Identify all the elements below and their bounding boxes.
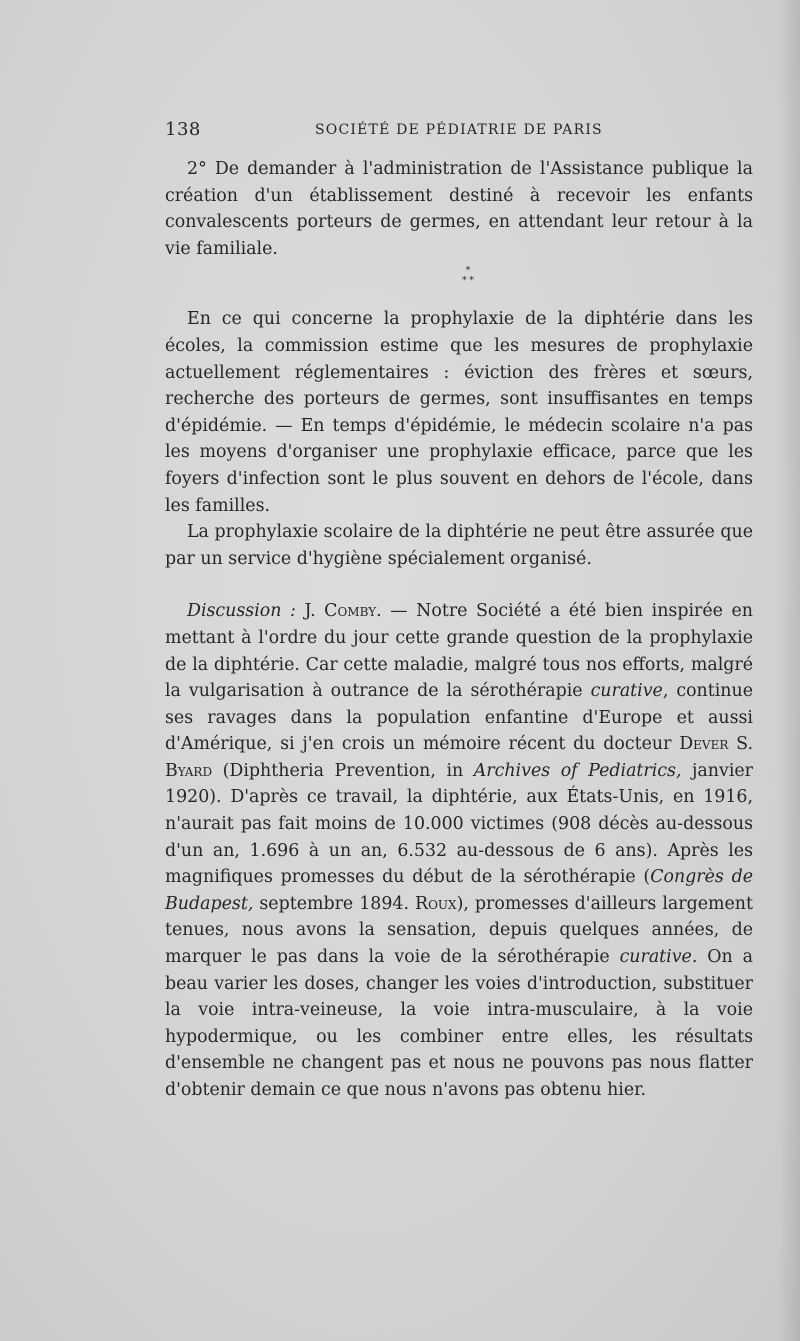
page-number: 138 xyxy=(165,119,201,140)
discussion-author: Dever S. Byard xyxy=(165,734,753,781)
discussion-text-7: On a beau varier les doses, changer les voies d'introduction, substituer la voie intra-veineuse, la voie intra-musculaire, à la voie hypodermique, ou les combiner entre elles, les résultats d'ensemble ne changent pas et nous ne pouvons pas nous flatter d'obtenir demain ce que nous n'avons pas obtenu hier. xyxy=(165,947,753,1100)
running-head: SOCIÉTÉ DE PÉDIATRIE DE PARIS xyxy=(315,122,603,138)
discussion-label: Discussion : xyxy=(187,601,296,622)
discussion-italic-curative-1: curative xyxy=(590,681,663,702)
discussion-italic-curative-2: curative. xyxy=(619,947,698,968)
discussion-italic-congress: Congrès de Budapest, xyxy=(165,867,754,914)
paragraph-recommendation-2: 2° De demander à l'administration de l'Assistance publique la création d'un établissement destiné à recevoir les enfants convalescents porteurs de germes, en attendant leur retour à la vie familiale. xyxy=(165,159,753,259)
asterism-top: * xyxy=(465,266,471,277)
paragraph-discussion xyxy=(165,598,753,1103)
paragraph-hygiene-service: La prophylaxie scolaire de la diphtérie ne peut être assurée que par un service d'hygiène spécialement organisé. xyxy=(165,522,753,569)
discussion-speaker: J. Comby. xyxy=(304,601,382,622)
discussion-italic-journal: Archives of Pediatrics, xyxy=(473,760,682,781)
discussion-text-4: janvier 1920). D'après ce travail, la diphtérie, aux États-Unis, en 1916, n'aurait pas fait moins de 10.000 victimes (908 décès au-dessous d'un an, 1.696 à un an, 6.532 au-dessous de 6 ans). Après les magnifiques promesses du début de la sérothérapie ( xyxy=(165,760,753,888)
page-body xyxy=(165,156,753,1104)
page-header xyxy=(165,119,755,145)
discussion-text-3: (Diphtheria Prevention, in xyxy=(212,760,474,781)
page-edge-shadow xyxy=(778,0,800,1341)
paragraph-school-prophylaxis: En ce qui concerne la prophylaxie de la diphtérie dans les écoles, la commission estime que les mesures de prophylaxie actuellement réglementaires : éviction des frères et sœurs, recherche des porteurs de germes, sont insuffisantes en temps d'épidémie. — En temps d'épidémie, le médecin scolaire n'a pas les moyens d'organiser une prophylaxie efficace, parce que les foyers d'infection sont le plus souvent en dehors de l'école, dans les familles. xyxy=(165,309,753,516)
discussion-text-5: septembre 1894. xyxy=(253,893,415,914)
discussion-text-6: ), promesses d'ailleurs largement tenues, nous avons la sensation, depuis quelques années, de marquer le pas dans la voie de la sérothérapie xyxy=(165,893,753,968)
paragraph-gap xyxy=(165,572,753,598)
asterism-bottom: * * xyxy=(462,276,474,287)
discussion-roux: Roux xyxy=(415,893,457,914)
discussion-text-2: , continue ses ravages dans la population enfantine d'Europe et aussi d'Amérique, si j'en crois un mémoire récent du docteur xyxy=(165,681,753,755)
asterism-separator xyxy=(165,266,753,286)
discussion-text-1: — Notre Société a été bien inspirée en mettant à l'ordre du jour cette grande question de la prophylaxie de la diphtérie. Car cette maladie, malgré tous nos efforts, malgré la vulgarisation à outrance de la sérothérapie xyxy=(165,601,753,702)
